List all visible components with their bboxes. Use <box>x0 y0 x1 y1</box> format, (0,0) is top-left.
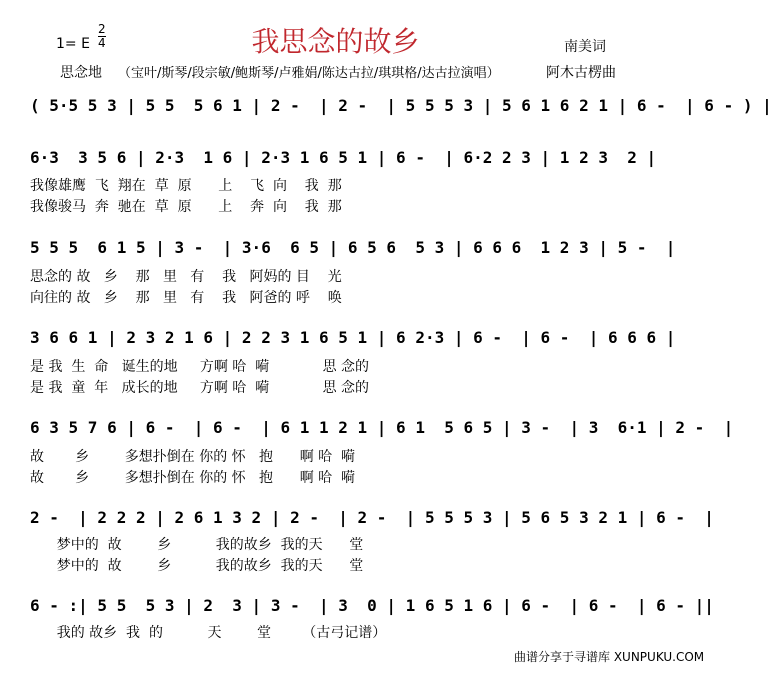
lyric-line: 故 乡 多想扑倒在 你的 怀 抱 啊 哈 嗬 <box>30 470 356 486</box>
notation-line: 2 - | 2 2 2 | 2 6 1 3 2 | 2 - | 2 - | 5 5 5 3 | 5 6 5 3 2 1 | 6 - | <box>30 508 714 527</box>
lyric-line: 向往的 故 乡 那 里 有 我 阿爸的 呼 唤 <box>30 290 342 306</box>
lyric-line: 梦中的 故 乡 我的故乡 我的天 堂 <box>30 558 364 574</box>
lyric-line: 故 乡 多想扑倒在 你的 怀 抱 啊 哈 嗬 <box>30 449 356 465</box>
notation-line: 3 6 6 1 | 2 3 2 1 6 | 2 2 3 1 6 5 1 | 6 2·3 | 6 - | 6 - | 6 6 6 | <box>30 328 676 347</box>
lyric-line: 是 我 童 年 成长的地 方啊 哈 嗬 思 念的 <box>30 380 370 396</box>
source-footer: 曲谱分享于寻谱库 XUNPUKU.COM <box>514 650 705 664</box>
composer-credit: 阿木古楞曲 <box>546 65 616 81</box>
notation-line: 6·3 3 5 6 | 2·3 1 6 | 2·3 1 6 5 1 | 6 - | 6·2 2 3 | 1 2 3 2 | <box>30 148 657 167</box>
lyricist-credit: 南美词 <box>564 39 606 55</box>
lyric-line: 思念的 故 乡 那 里 有 我 阿妈的 目 光 <box>30 269 342 285</box>
page-title: 我思念的故乡 <box>251 25 420 58</box>
song-subtitle: 思念地 <box>60 65 102 81</box>
meter-bottom: 4 <box>98 36 106 50</box>
lyric-line: 我像雄鹰 飞 翔在 草 原 上 飞 向 我 那 <box>30 178 342 194</box>
staff-system-1 <box>0 96 772 132</box>
lyric-line: 我的 故乡 我 的 天 堂 （古弓记谱） <box>30 625 387 641</box>
time-signature <box>98 24 106 49</box>
performers-credit: （宝叶/斯琴/段宗敏/鲍斯琴/卢雅娟/陈达古拉/琪琪格/达古拉演唱） <box>118 66 500 81</box>
lyric-line: 是 我 生 命 诞生的地 方啊 哈 嗬 思 念的 <box>30 359 370 375</box>
notation-line: 6 3 5 7 6 | 6 - | 6 - | 6 1 1 2 1 | 6 1 5 6 5 | 3 - | 3 6·1 | 2 - | <box>30 418 734 437</box>
lyric-line: 我像骏马 奔 驰在 草 原 上 奔 向 我 那 <box>30 199 342 215</box>
key-signature: 1= E <box>56 36 90 52</box>
notation-line: 6 - :| 5 5 5 3 | 2 3 | 3 - | 3 0 | 1 6 5 1 6 | 6 - | 6 - | 6 - || <box>30 596 714 615</box>
notation-line: ( 5·5 5 3 | 5 5 5 6 1 | 2 - | 2 - | 5 5 5 3 | 5 6 1 6 2 1 | 6 - | 6 - ) | <box>30 96 772 115</box>
notation-line: 5 5 5 6 1 5 | 3 - | 3·6 6 5 | 6 5 6 5 3 | 6 6 6 1 2 3 | 5 - | <box>30 238 676 257</box>
lyric-line: 梦中的 故 乡 我的故乡 我的天 堂 <box>30 537 364 553</box>
meter-top: 2 <box>98 22 106 36</box>
